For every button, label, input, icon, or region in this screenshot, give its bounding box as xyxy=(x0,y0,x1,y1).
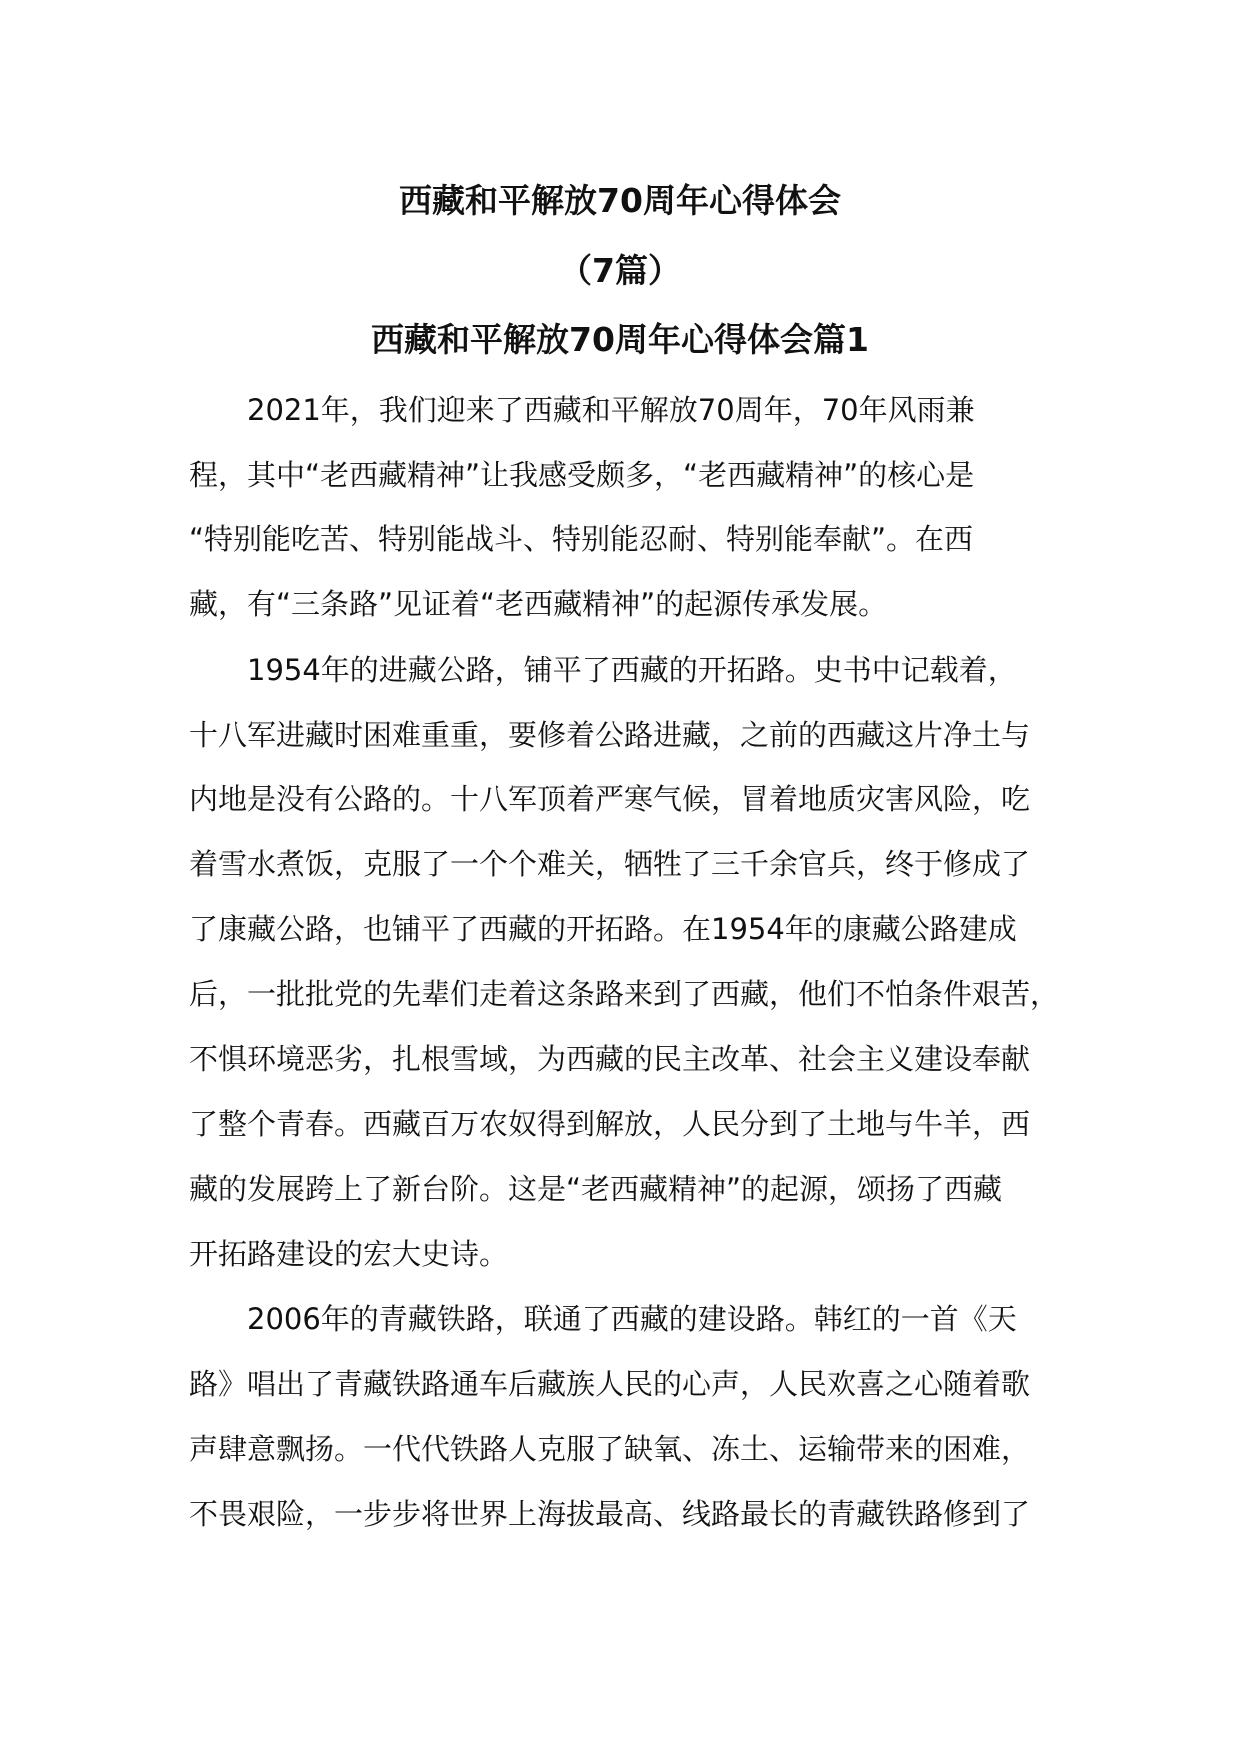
paragraph-3-line-4: 不畏艰险，一步步将世界上海拔最高、线路最长的青藏铁路修到了 xyxy=(189,1497,1031,1531)
paragraph-3-line-3: 声肆意飘扬。一代代铁路人克服了缺氧、冻土、运输带来的困难， xyxy=(189,1432,1031,1466)
paragraph-1-line-4: 藏，有“三条路”见证着“老西藏精神”的起源传承发展。 xyxy=(189,587,888,621)
paragraph-2-line-9: 藏的发展跨上了新台阶。这是“老西藏精神”的起源，颂扬了西藏 xyxy=(189,1172,1003,1206)
document-title: 西藏和平解放70周年心得体会 xyxy=(399,181,841,220)
paragraph-1-line-1: 2021年，我们迎来了西藏和平解放70周年，70年风雨兼 xyxy=(247,393,975,427)
paragraph-2-line-6: 后，一批批党的先辈们走着这条路来到了西藏，他们不怕条件艰苦， xyxy=(189,977,1060,1011)
paragraph-3-line-1: 2006年的青藏铁路，联通了西藏的建设路。韩红的一首《天 xyxy=(247,1302,1017,1336)
paragraph-2-line-2: 十八军进藏时困难重重，要修着公路进藏，之前的西藏这片净土与 xyxy=(189,718,1031,752)
document-subtitle: （7篇） xyxy=(559,251,681,290)
paragraph-2-line-7: 不惧环境恶劣，扎根雪域，为西藏的民主改革、社会主义建设奉献 xyxy=(189,1042,1031,1076)
paragraph-2-line-3: 内地是没有公路的。十八军顶着严寒气候，冒着地质灾害风险，吃 xyxy=(189,782,1031,816)
paragraph-2-line-10: 开拓路建设的宏大史诗。 xyxy=(189,1237,509,1271)
paragraph-2-line-1: 1954年的进藏公路，铺平了西藏的开拓路。史书中记载着， xyxy=(247,653,1017,687)
section-heading: 西藏和平解放70周年心得体会篇1 xyxy=(371,320,869,359)
paragraph-2-line-5: 了康藏公路，也铺平了西藏的开拓路。在1954年的康藏公路建成 xyxy=(189,912,1017,946)
paragraph-1-line-2: 程，其中“老西藏精神”让我感受颇多，“老西藏精神”的核心是 xyxy=(189,458,975,492)
paragraph-1-line-3: “特别能吃苦、特别能战斗、特别能忍耐、特别能奉献”。在西 xyxy=(189,522,974,556)
paragraph-3-line-2: 路》唱出了青藏铁路通车后藏族人民的心声，人民欢喜之心随着歌 xyxy=(189,1367,1031,1401)
paragraph-2-line-8: 了整个青春。西藏百万农奴得到解放，人民分到了土地与牛羊，西 xyxy=(189,1107,1031,1141)
paragraph-2-line-4: 着雪水煮饭，克服了一个个难关，牺牲了三千余官兵，终于修成了 xyxy=(189,847,1031,881)
